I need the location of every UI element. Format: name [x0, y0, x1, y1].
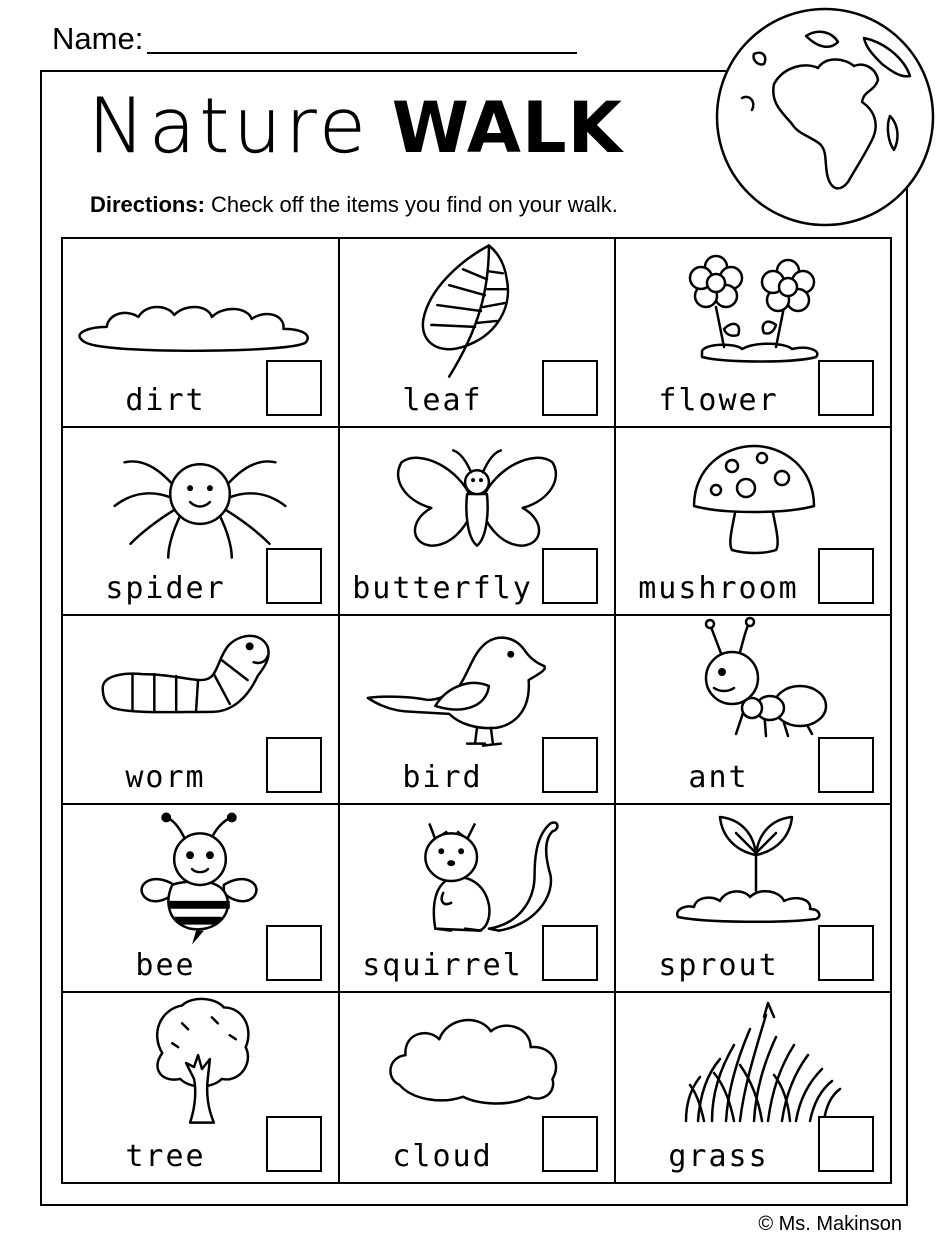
item-label: tree — [125, 1138, 206, 1174]
copyright: © Ms. Makinson — [758, 1213, 902, 1235]
list-item — [63, 993, 340, 1182]
globe-icon — [714, 6, 936, 228]
checkbox[interactable] — [266, 548, 322, 604]
checkbox[interactable] — [542, 360, 598, 416]
item-label: grass — [668, 1138, 769, 1174]
checkbox[interactable] — [266, 1116, 322, 1172]
list-item — [616, 805, 890, 994]
checkbox[interactable] — [542, 737, 598, 793]
name-row — [52, 14, 577, 54]
list-item — [63, 239, 340, 428]
item-label: worm — [125, 759, 206, 795]
name-label: Name: — [52, 21, 144, 56]
item-label: squirrel — [362, 948, 523, 984]
list-item — [63, 616, 340, 805]
checkbox[interactable] — [818, 548, 874, 604]
item-label: leaf — [402, 382, 483, 418]
item-label: ant — [688, 759, 749, 795]
item-label: dirt — [125, 382, 206, 418]
checkbox[interactable] — [266, 925, 322, 981]
item-label: bee — [135, 948, 196, 984]
list-item — [340, 993, 616, 1182]
directions-text: Check off the items you find on your walk. — [204, 192, 618, 217]
checkbox[interactable] — [542, 925, 598, 981]
checkbox[interactable] — [818, 1116, 874, 1172]
list-item — [616, 239, 890, 428]
item-label: sprout — [658, 948, 779, 984]
checkbox[interactable] — [542, 548, 598, 604]
title-walk: WALK — [391, 87, 623, 169]
item-label: mushroom — [638, 571, 799, 607]
title-nature: Nature — [88, 81, 370, 170]
item-label: flower — [658, 382, 779, 418]
item-label: spider — [105, 571, 226, 607]
list-item — [340, 239, 616, 428]
directions — [90, 192, 618, 218]
checkbox[interactable] — [818, 925, 874, 981]
checkbox[interactable] — [266, 360, 322, 416]
list-item — [340, 805, 616, 994]
item-label: bird — [402, 759, 483, 795]
checkbox[interactable] — [266, 737, 322, 793]
checklist-grid — [61, 237, 892, 1184]
item-label: butterfly — [352, 571, 533, 607]
checkbox[interactable] — [818, 360, 874, 416]
list-item — [616, 428, 890, 617]
list-item — [340, 616, 616, 805]
list-item — [63, 805, 340, 994]
list-item — [63, 428, 340, 617]
page-title — [88, 81, 623, 170]
list-item — [616, 993, 890, 1182]
directions-label: Directions: — [90, 192, 205, 217]
list-item — [616, 616, 890, 805]
checkbox[interactable] — [542, 1116, 598, 1172]
list-item — [340, 428, 616, 617]
name-field[interactable] — [147, 24, 577, 54]
checkbox[interactable] — [818, 737, 874, 793]
item-label: cloud — [392, 1138, 493, 1174]
